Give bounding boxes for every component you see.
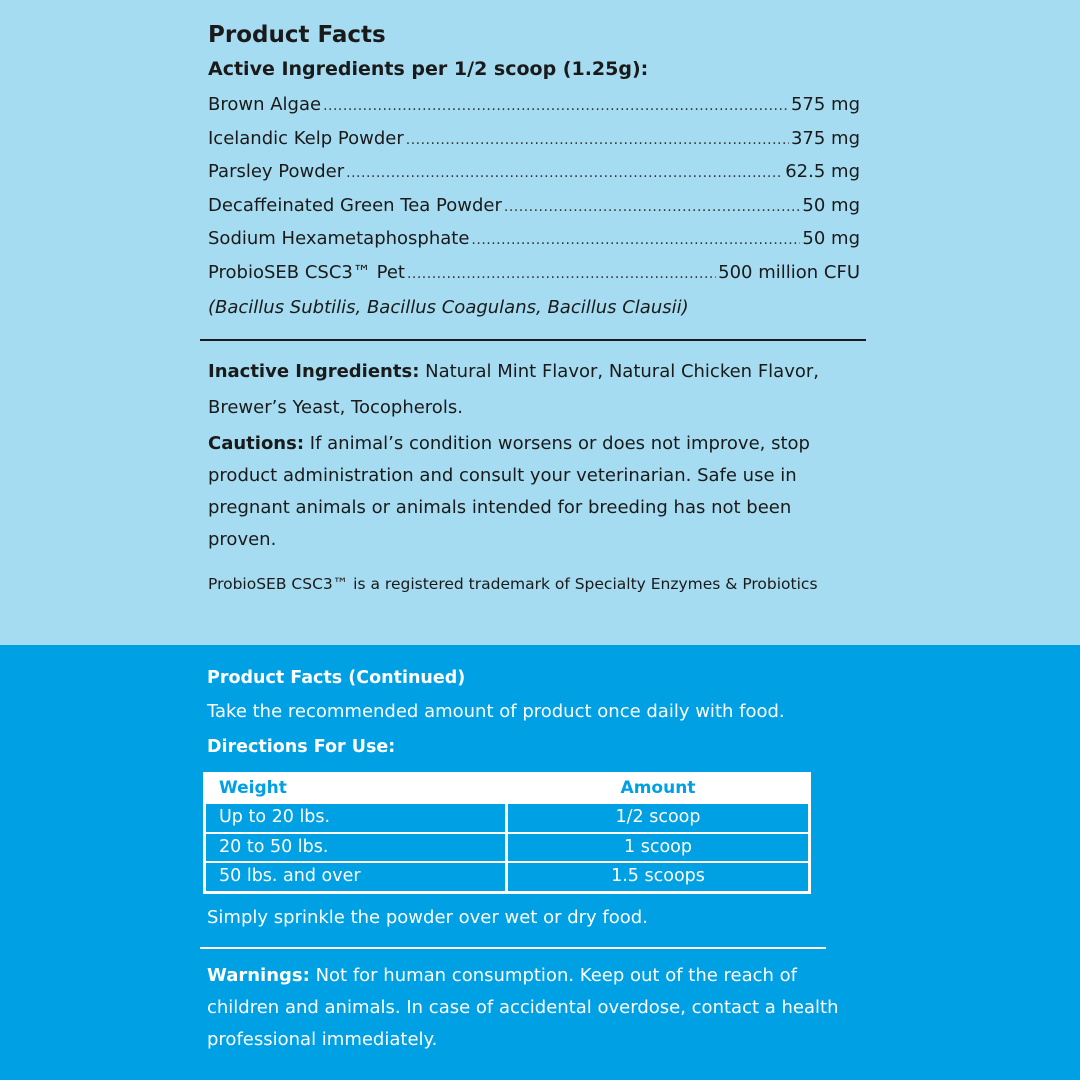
- inactive-ingredients: [208, 354, 858, 426]
- weight-cell: Up to 20 lbs.: [206, 804, 508, 832]
- weight-cell: 20 to 50 lbs.: [206, 834, 508, 862]
- section-divider: [200, 947, 826, 949]
- product-facts-title: Product Facts: [208, 22, 386, 48]
- probiotic-strains: (Bacillus Subtilis, Bacillus Coagulans, Bacillus Clausii): [208, 297, 689, 318]
- warnings: [207, 960, 847, 1056]
- inactive-ingredients-label: Inactive Ingredients:: [208, 361, 420, 382]
- cautions-text: If animal’s condition worsens or does not improve, stop product administration and consult your veterinarian. Safe use in pregnant animals or animals intended for breeding has not been proven.: [208, 433, 810, 550]
- dot-leader: [471, 232, 800, 248]
- ingredient-amount: 50 mg: [802, 228, 860, 249]
- ingredient-row: [208, 128, 860, 154]
- ingredient-name: Parsley Powder: [208, 161, 345, 182]
- ingredient-name: Brown Algae: [208, 94, 322, 115]
- ingredient-row: [208, 94, 860, 120]
- trademark-note: ProbioSEB CSC3™ is a registered trademark of Specialty Enzymes & Probiotics: [208, 575, 818, 593]
- ingredient-row: [208, 195, 860, 221]
- ingredient-name: Sodium Hexametaphosphate: [208, 228, 470, 249]
- amount-cell: 1 scoop: [624, 836, 692, 857]
- directions-title: Directions For Use:: [207, 737, 396, 757]
- ingredient-amount: 575 mg: [790, 94, 860, 115]
- ingredient-row: [208, 161, 860, 187]
- dot-leader: [346, 165, 783, 181]
- sprinkle-instruction: Simply sprinkle the powder over wet or dry food.: [207, 907, 648, 928]
- warnings-text: Not for human consumption. Keep out of the reach of children and animals. In case of accidental overdose, contact a health professional immediately.: [207, 965, 839, 1050]
- inactive-ingredients-text: Natural Mint Flavor, Natural Chicken Flavor, Brewer’s Yeast, Tocopherols.: [208, 361, 819, 418]
- ingredient-row: [208, 228, 860, 254]
- ingredient-amount: 62.5 mg: [785, 161, 860, 182]
- table-row: [206, 802, 808, 832]
- amount-cell: 1/2 scoop: [615, 807, 701, 827]
- dot-leader: [406, 132, 789, 148]
- weight-cell: 50 lbs. and over: [206, 863, 508, 891]
- section-divider: [200, 339, 866, 341]
- active-ingredients-heading: Active Ingredients per 1/2 scoop (1.25g):: [208, 58, 649, 80]
- ingredient-name: ProbioSEB CSC3™ Pet: [208, 262, 405, 283]
- cautions: [208, 428, 858, 556]
- amount-cell: 1.5 scoops: [611, 866, 705, 886]
- cautions-label: Cautions:: [208, 433, 305, 454]
- dot-leader: [407, 266, 716, 282]
- table-row: [206, 832, 808, 862]
- ingredient-name: Decaffeinated Green Tea Powder: [208, 195, 502, 216]
- ingredient-amount: 375 mg: [790, 128, 860, 149]
- warnings-label: Warnings:: [207, 965, 310, 986]
- dot-leader: [323, 98, 789, 114]
- dosage-table: [203, 772, 811, 894]
- ingredient-name: Icelandic Kelp Powder: [208, 128, 404, 149]
- product-facts-continued-title: Product Facts (Continued): [207, 668, 466, 688]
- table-header: [206, 775, 808, 802]
- dot-leader: [504, 199, 801, 215]
- ingredient-amount: 500 million CFU: [718, 262, 860, 283]
- table-row: [206, 861, 808, 891]
- amount-header: Amount: [620, 778, 696, 798]
- weight-header: Weight: [219, 778, 287, 798]
- ingredient-row: [208, 262, 860, 288]
- daily-instruction: Take the recommended amount of product once daily with food.: [207, 701, 785, 722]
- ingredient-amount: 50 mg: [802, 195, 860, 216]
